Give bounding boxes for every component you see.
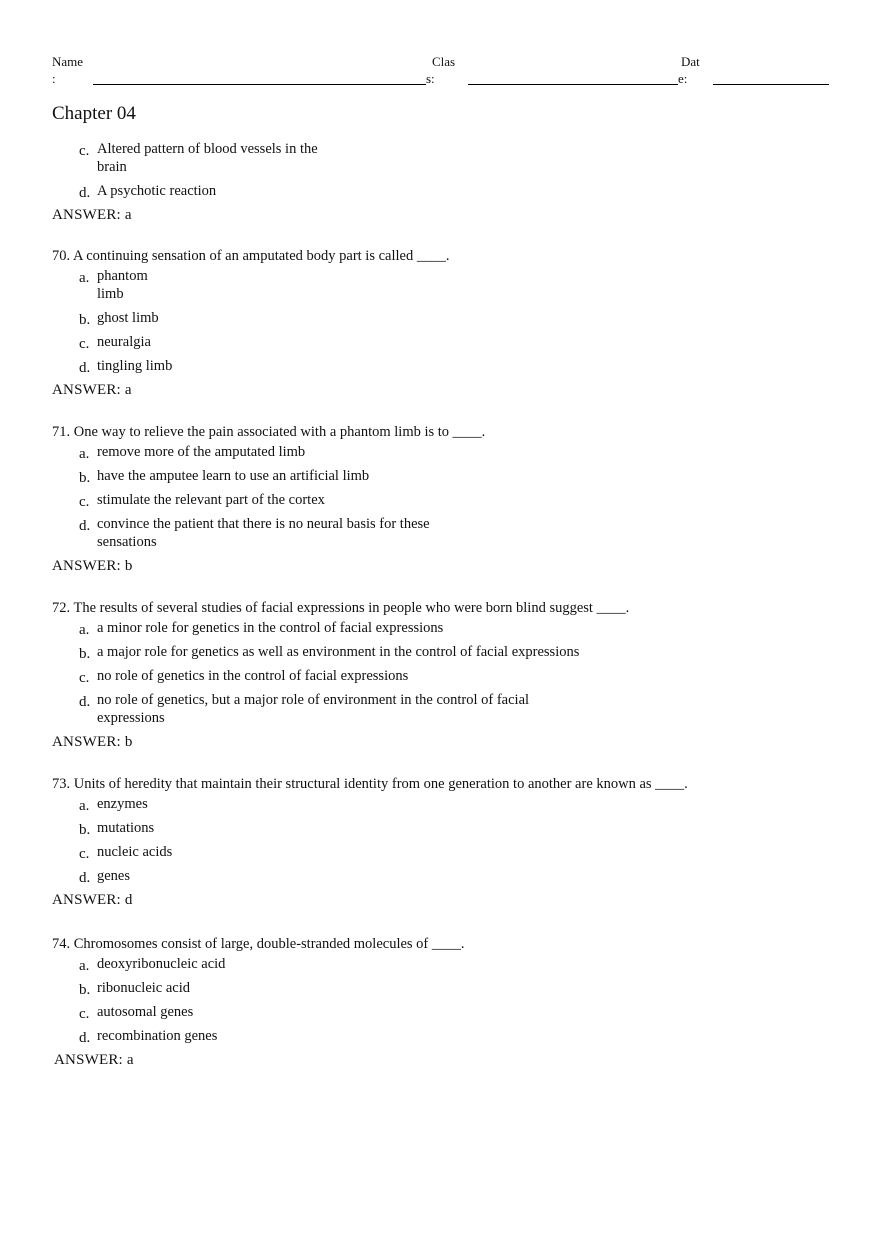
option-letter: b.	[79, 312, 91, 328]
answer-line: ANSWER: a	[52, 382, 132, 398]
option-a	[52, 619, 842, 637]
option-text: A psychotic reaction	[97, 183, 217, 199]
option-text: remove more of the amputated limb	[97, 444, 306, 460]
option-letter: a.	[79, 798, 90, 814]
option-text: Altered pattern of blood vessels in the brain	[97, 141, 318, 175]
chapter-title: Chapter 04	[52, 103, 136, 124]
question-stem: 70. A continuing sensation of an amputated body part is called ____.	[52, 248, 450, 264]
option-letter: c.	[79, 846, 90, 862]
option-text: neuralgia	[97, 334, 151, 350]
option-letter: a.	[79, 446, 90, 462]
option-text: ghost limb	[97, 310, 159, 326]
option-letter: a.	[79, 622, 90, 638]
option-letter: a.	[79, 958, 90, 974]
option-text: enzymes	[97, 796, 148, 812]
question-stem: 74. Chromosomes consist of large, double-stranded molecules of ____.	[52, 936, 465, 952]
option-text: no role of genetics, but a major role of environment in the control of facial expressions	[97, 692, 530, 726]
date-field-line	[713, 84, 829, 85]
question-73	[52, 775, 842, 909]
option-a	[52, 267, 842, 303]
option-letter: d.	[79, 870, 91, 886]
option-b	[52, 309, 842, 327]
option-letter: d.	[79, 185, 91, 201]
option-text: ribonucleic acid	[97, 980, 190, 996]
option-letter: c.	[79, 1006, 90, 1022]
question-74	[52, 935, 842, 1069]
name-label-colon: :	[52, 71, 56, 86]
option-text: autosomal genes	[97, 1004, 194, 1020]
option-b	[52, 643, 842, 661]
answer-line: ANSWER: d	[52, 892, 133, 908]
question-71	[52, 423, 842, 575]
option-d	[52, 867, 842, 885]
option-letter: c.	[79, 143, 90, 159]
question-72	[52, 599, 842, 751]
option-letter: d.	[79, 518, 91, 534]
option-c	[52, 491, 842, 509]
option-letter: d.	[79, 360, 91, 376]
option-a	[52, 955, 842, 973]
question-70	[52, 247, 842, 399]
question-stem: 71. One way to relieve the pain associated with a phantom limb is to ____.	[52, 424, 486, 440]
option-letter: b.	[79, 646, 91, 662]
option-d	[52, 182, 842, 200]
option-text: no role of genetics in the control of facial expressions	[97, 668, 409, 684]
option-a	[52, 795, 842, 813]
option-c	[52, 333, 842, 351]
option-text: mutations	[97, 820, 155, 836]
option-text: stimulate the relevant part of the cortex	[97, 492, 325, 508]
option-text: tingling limb	[97, 358, 173, 374]
question-stem: 73. Units of heredity that maintain their structural identity from one generation to another are known as ____.	[52, 776, 688, 792]
option-letter: d.	[79, 1030, 91, 1046]
option-text: recombination genes	[97, 1028, 218, 1044]
option-text: nucleic acids	[97, 844, 173, 860]
option-d	[52, 1027, 842, 1045]
name-label: Name	[52, 54, 84, 69]
answer-line: ANSWER: a	[54, 1052, 134, 1068]
option-c	[52, 843, 842, 861]
option-text: deoxyribonucleic acid	[97, 956, 226, 972]
option-c	[52, 1003, 842, 1021]
date-label-colon: e:	[678, 71, 688, 86]
partial-question	[52, 140, 842, 224]
answer-line: ANSWER: b	[52, 734, 133, 750]
option-letter: b.	[79, 982, 91, 998]
option-text: genes	[97, 868, 131, 884]
option-letter: c.	[79, 494, 90, 510]
answer-line: ANSWER: a	[52, 207, 132, 223]
name-field-line	[93, 84, 426, 85]
option-letter: b.	[79, 822, 91, 838]
option-a	[52, 443, 842, 461]
option-text: have the amputee learn to use an artificial limb	[97, 468, 370, 484]
date-label: Dat	[681, 54, 700, 69]
class-label-colon: s:	[426, 71, 435, 86]
class-label: Clas	[432, 54, 456, 69]
option-text: convince the patient that there is no neural basis for these sensations	[97, 516, 430, 550]
option-d	[52, 357, 842, 375]
option-c	[52, 667, 842, 685]
option-letter: d.	[79, 694, 91, 710]
option-letter: c.	[79, 670, 90, 686]
question-stem: 72. The results of several studies of facial expressions in people who were born blind suggest ____.	[52, 600, 630, 616]
option-text: a major role for genetics as well as environment in the control of facial expressions	[97, 644, 580, 660]
option-letter: b.	[79, 470, 91, 486]
option-letter: c.	[79, 336, 90, 352]
option-b	[52, 467, 842, 485]
answer-line: ANSWER: b	[52, 558, 133, 574]
option-text: a minor role for genetics in the control of facial expressions	[97, 620, 444, 636]
option-d	[52, 515, 842, 551]
option-b	[52, 979, 842, 997]
option-c	[52, 140, 842, 176]
option-letter: a.	[79, 270, 90, 286]
option-text: phantom limb	[97, 268, 148, 302]
class-field-line	[468, 84, 678, 85]
option-d	[52, 691, 842, 727]
option-b	[52, 819, 842, 837]
